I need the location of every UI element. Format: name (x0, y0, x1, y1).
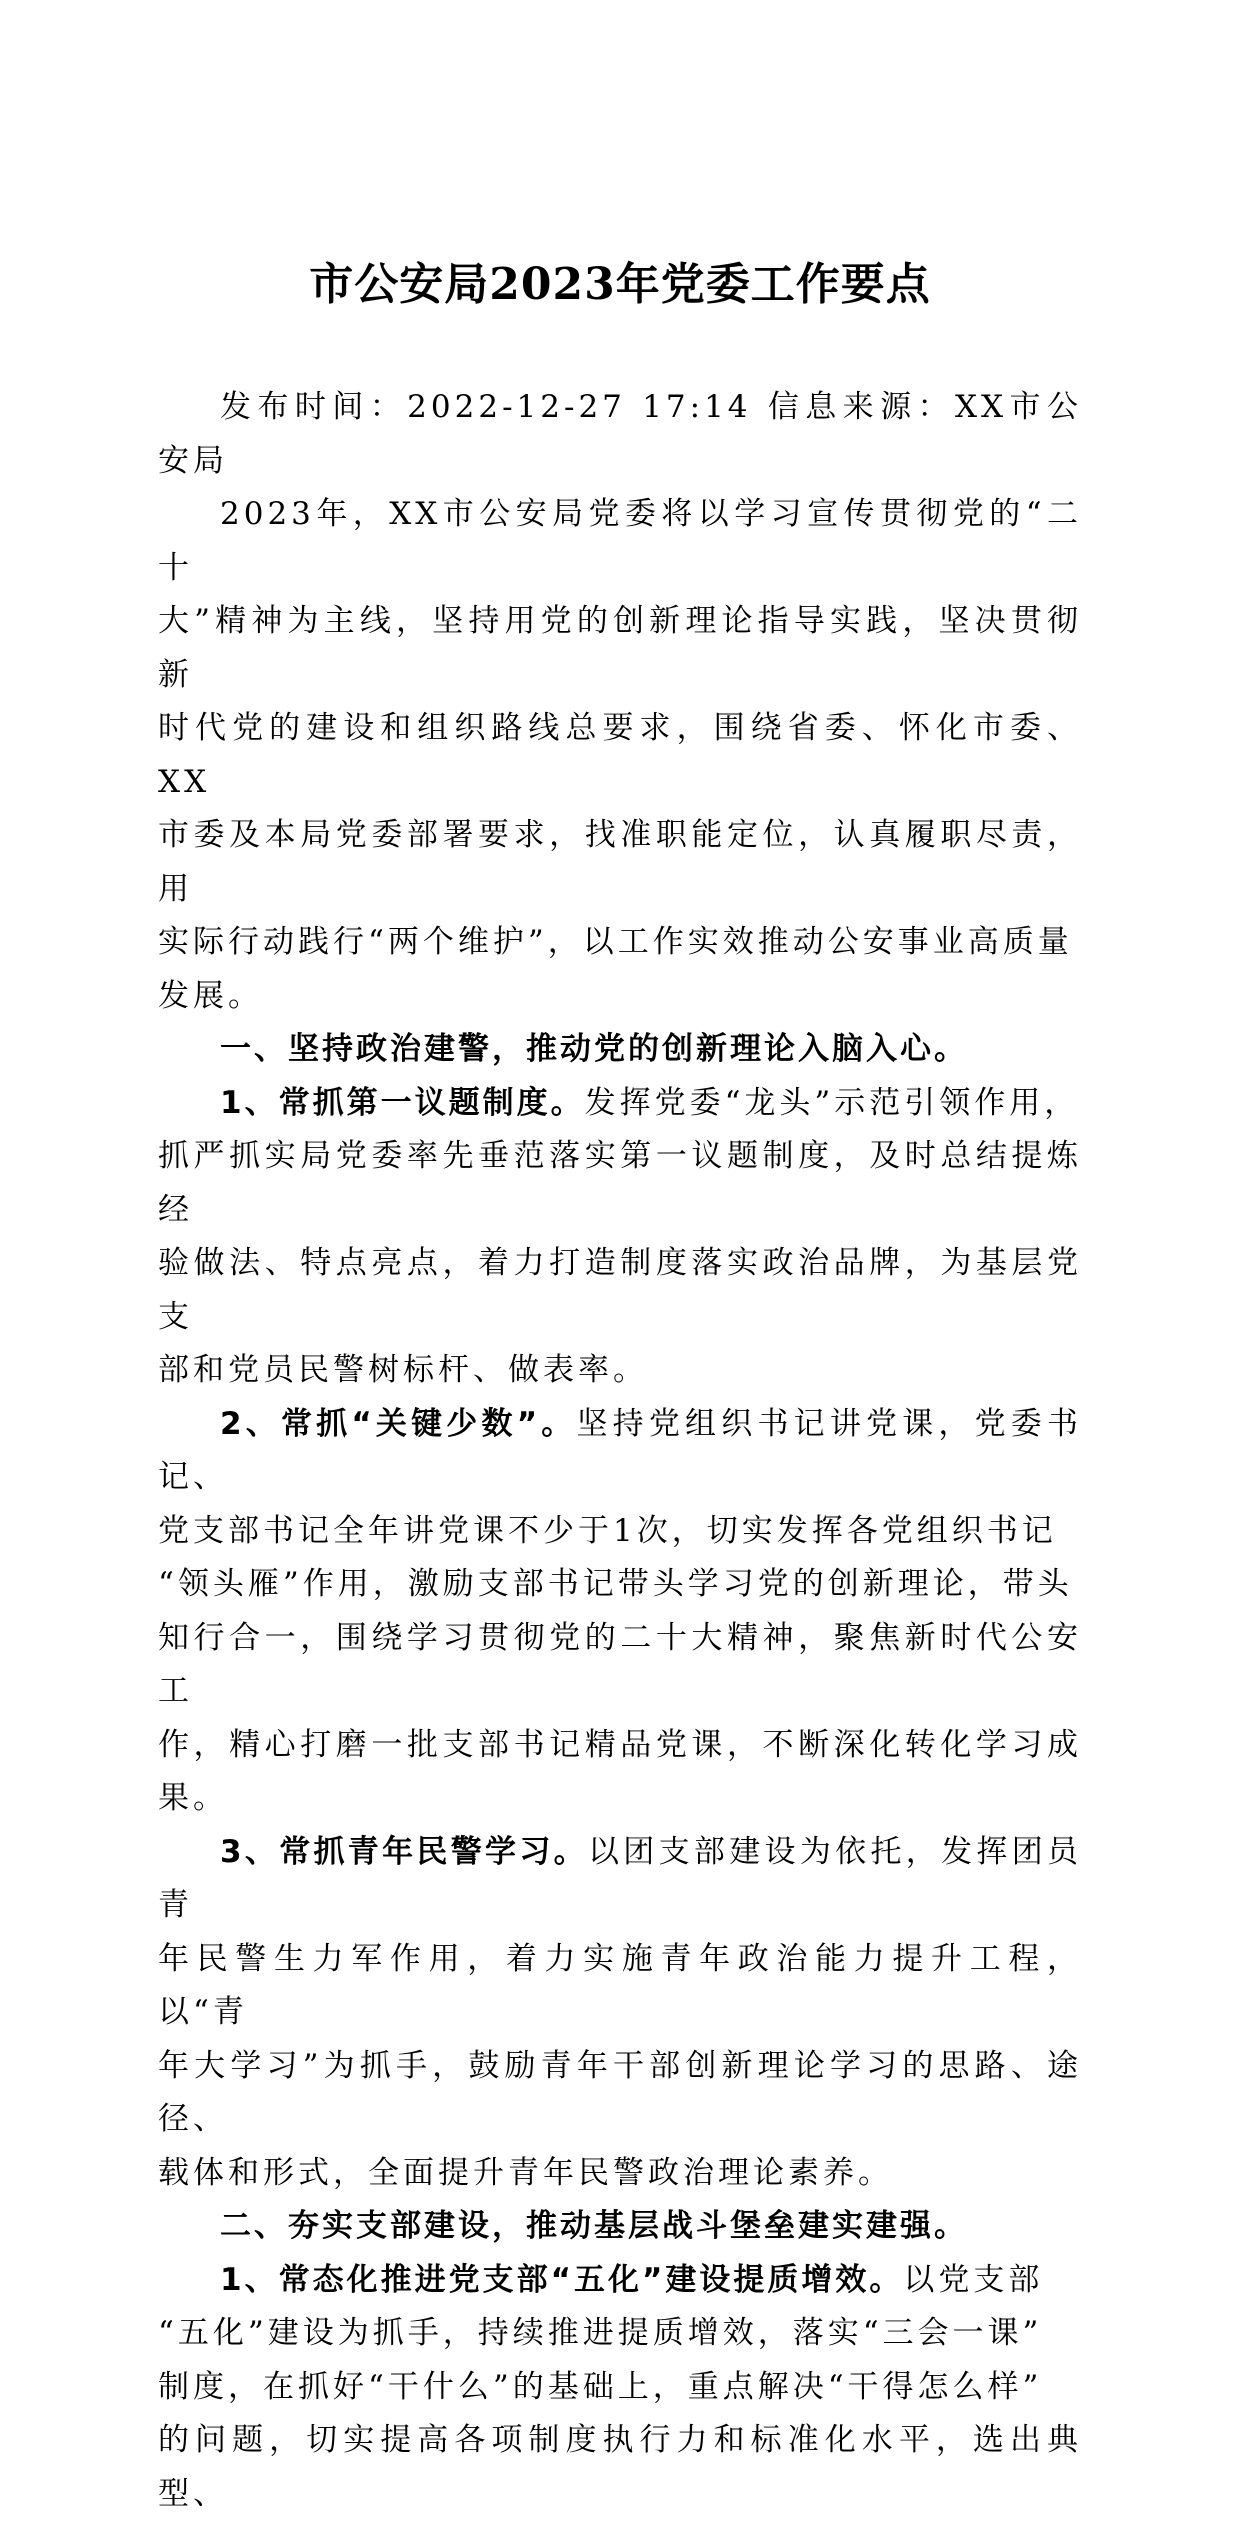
meta-line: 发布时间：2022-12-27 17:14 信息来源：XX市公安局 (158, 381, 1082, 488)
intro-paragraph: 2023年，XX市公安局党委将以学习宣传贯彻党的“二十 大”精神为主线，坚持用党的创新理论指导实践，坚决贯彻新 时代党的建设和组织路线总要求，围绕省委、怀化市委、XX 市委及本局党委部署要求，找准职能定位，认真履职尽责，用 实际行动践行“两个维护”，以工作实效推动公安事业高质量 发展。 (158, 488, 1082, 1023)
item-lead: 3、常抓青年民警学习。 (220, 1834, 588, 1870)
section-heading-2: 二、夯实支部建设，推动基层战斗堡垒建实建强。 (158, 2200, 1082, 2254)
item-lead: 1、常抓第一议题制度。 (220, 1085, 585, 1121)
document-title: 市公安局2023年党委工作要点 (0, 250, 1240, 320)
section1-item-1 (158, 1077, 1082, 1398)
item-text: 发挥党委“龙头”示范引领作用， 抓严抓实局党委率先垂范落实第一议题制度，及时总结提炼经 验做法、特点亮点，着力打造制度落实政治品牌，为基层党支 部和党员民警树标杆、做表率。 (158, 1085, 1082, 1389)
section1-item-2 (158, 1398, 1082, 1826)
item-lead: 2、常抓“关键少数”。 (220, 1406, 576, 1442)
section-heading-1: 一、坚持政治建警，推动党的创新理论入脑入心。 (158, 1023, 1082, 1077)
item-lead: 1、常态化推进党支部“五化”建设提质增效。 (220, 2262, 903, 2298)
document-body (158, 381, 1082, 2521)
item-text: 以党支部 “五化”建设为抓手，持续推进提质增效，落实“三会一课” 制度，在抓好“干什么”的基础上，重点解决“干得怎么样” 的问题，切实提高各项制度执行力和标准化水平，选出典型、 (158, 2262, 1082, 2512)
item-text: 坚持党组织书记讲党课，党委书记、 党支部书记全年讲党课不少于1次，切实发挥各党组织书记 “领头雁”作用，激励支部书记带头学习党的创新理论，带头 知行合一，围绕学习贯彻党的二十大精神，聚焦新时代公安工 作，精心打磨一批支部书记精品党课，不断深化转化学习成果。 (158, 1406, 1082, 1817)
section1-item-3 (158, 1826, 1082, 2201)
section2-item-1 (158, 2254, 1082, 2521)
item-text: 以团支部建设为依托，发挥团员青 年民警生力军作用，着力实施青年政治能力提升工程，以“青 年大学习”为抓手，鼓励青年干部创新理论学习的思路、途径、 载体和形式，全面提升青年民警政治理论素养。 (158, 1834, 1082, 2191)
